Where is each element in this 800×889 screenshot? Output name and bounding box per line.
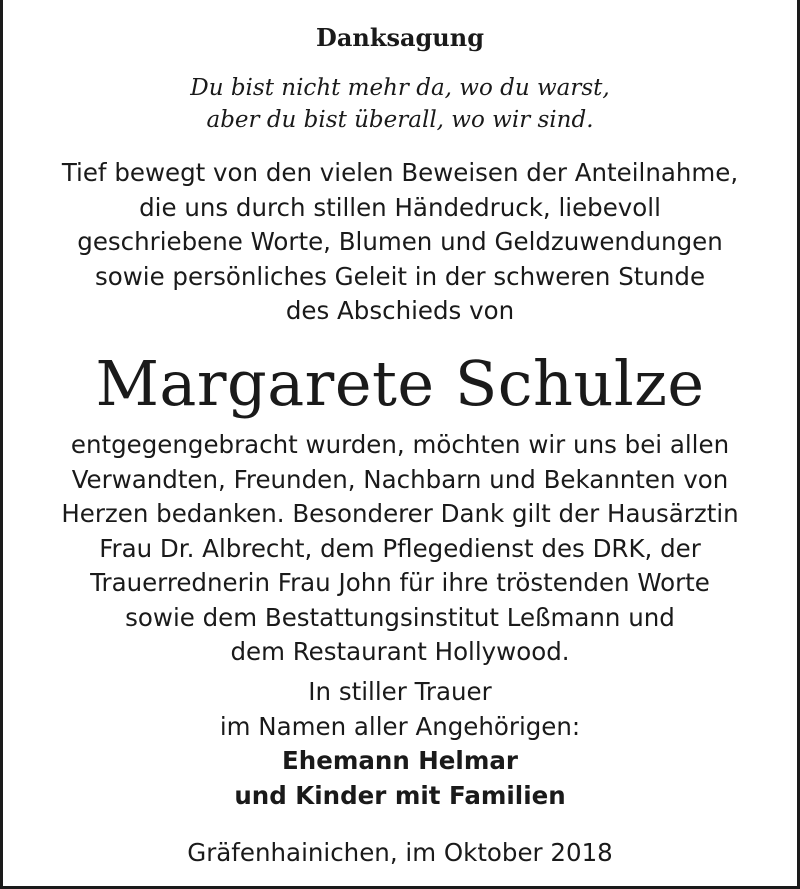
intro-line: sowie persönliches Geleit in der schweren Stunde <box>94 261 706 291</box>
signer-name: Ehemann Helmar <box>282 746 518 775</box>
thanks-line: Frau Dr. Albrecht, dem Pflegedienst des DRK, der <box>99 533 701 563</box>
thanks-line: Trauerrednerin Frau John für ihre tröstenden Worte <box>90 568 710 597</box>
intro-paragraph <box>3 156 797 329</box>
intro-line: des Abschieds von <box>285 296 515 325</box>
signoff-line: im Namen aller Angehörigen: <box>219 711 581 741</box>
verse-quote <box>3 72 797 136</box>
deceased-name: Margarete Schulze <box>95 347 705 420</box>
thanks-line: entgegengebracht wurden, möchten wir uns bei allen <box>70 430 730 459</box>
verse-line: Du bist nicht mehr da, wo du warst, <box>190 75 610 101</box>
place-date: Gräfenhainichen, im Oktober 2018 <box>187 838 613 867</box>
intro-line: die uns durch stillen Händedruck, liebevoll <box>139 192 661 222</box>
thanks-line: dem Restaurant Hollywood. <box>230 637 570 666</box>
thanks-line: sowie dem Bestattungsinstitut Leßmann und <box>125 602 675 632</box>
notice-heading: Danksagung <box>316 23 484 52</box>
intro-line: geschriebene Worte, Blumen und Geldzuwendungen <box>77 227 723 256</box>
signer-name: und Kinder mit Familien <box>234 780 566 810</box>
signoff-line: In stiller Trauer <box>308 677 492 706</box>
thanks-line: Herzen bedanken. Besonderer Dank gilt der Hausärztin <box>61 499 739 528</box>
thanks-line: Verwandten, Freunden, Nachbarn und Bekannten von <box>71 464 729 494</box>
signoff-block <box>3 675 797 813</box>
intro-line: Tief bewegt von den vielen Beweisen der Anteilnahme, <box>61 158 739 187</box>
thanks-paragraph <box>3 428 797 670</box>
verse-line: aber du bist überall, wo wir sind. <box>206 107 594 133</box>
